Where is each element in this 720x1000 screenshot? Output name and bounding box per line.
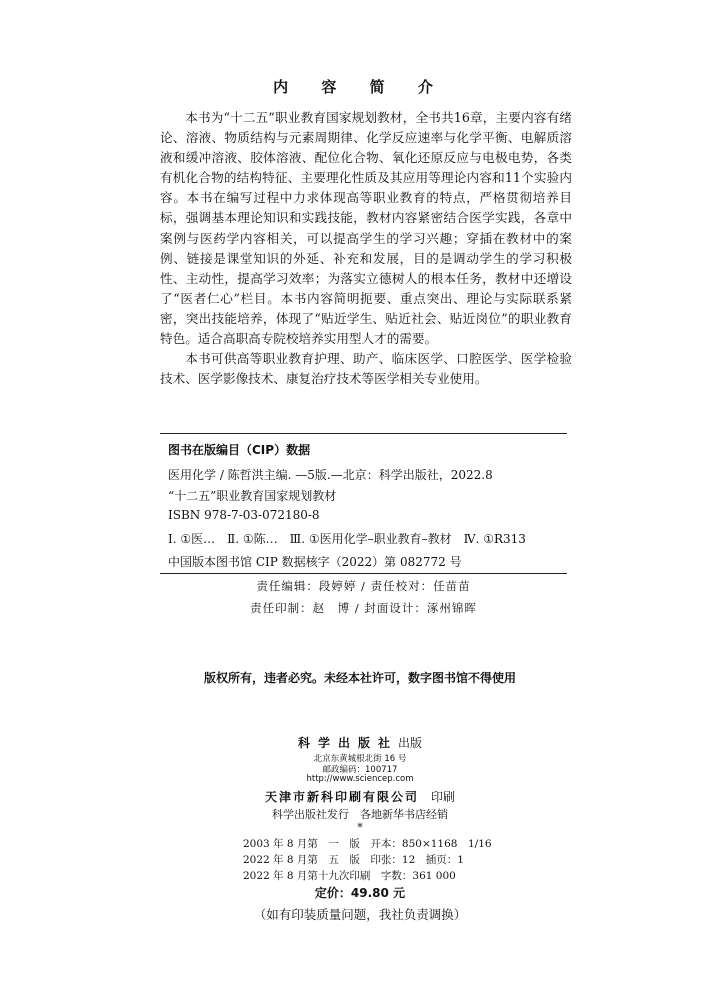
cip-bottom-rule <box>160 573 567 574</box>
publisher-line <box>0 734 720 751</box>
cip-line-2: “十二五”职业教育国家规划教材 <box>168 489 337 503</box>
copyright-notice: 版权所有，违者必究。未经本社许可，数字图书馆不得使用 <box>203 671 516 685</box>
cip-top-rule <box>160 433 567 434</box>
price: 定价：49.80 元 <box>314 886 406 900</box>
publisher-suffix: 出版 <box>398 736 423 750</box>
publisher-postcode: 邮政编码：100717 <box>322 765 398 775</box>
edition-line-1: 2003 年 8 月第 一 版 开本：850×1168 1/16 <box>243 838 492 850</box>
printer-suffix: 印刷 <box>431 790 456 804</box>
publisher-url: http://www.sciencep.com <box>306 774 414 784</box>
intro-paragraph-1: 本书为“十二五”职业教育国家规划教材，全书共16章，主要内容有绪论、溶液、物质结构与元素周期律、化学反应速率与化学平衡、电解质溶液和缓冲溶液、胶体溶液、配位化合物、氧化还原反应与电极电势，各类有机化合物的结构特征、主要理化性质及其应用等理论内容和11个实验内容。本书在编写过程中力求体现高等职业教育的特点，严格贯彻培养目标，强调基本理论知识和实践技能，教材内容紧密结合医学实践，各章中案例与医药学内容相关，可以提高学生的学习兴趣；穿插在教材中的案例、链接是课堂知识的外延、补充和发展，目的是调动学生的学习积极性、主动性，提高学习效率；为落实立德树人的根本任务，教材中还增设了“医者仁心”栏目。本书内容简明扼要、重点突出、理论与实际联系紧密，突出技能培养，体现了“贴近学生、贴近社会、贴近岗位”的职业教育特色。适合高职高专院校培养实用型人才的需要。 <box>160 110 572 347</box>
cip-line-verification: 中国版本图书馆 CIP 数据核字（2022）第 082772 号 <box>168 555 462 569</box>
cip-line-isbn: ISBN 978-7-03-072180-8 <box>168 508 320 522</box>
publisher-name: 科学出版社 <box>297 736 398 750</box>
edition-line-3: 2022 年 8 月第十九次印刷 字数：361 000 <box>243 870 456 882</box>
distribution-line: 科学出版社发行 各地新华书店经销 <box>272 808 448 821</box>
cip-heading: 图书在版编目（CIP）数据 <box>168 443 311 457</box>
intro-paragraph-2: 本书可供高等职业教育护理、助产、临床医学、口腔医学、医学检验技术、医学影像技术、康复治疗技术等医学相关专业使用。 <box>160 351 572 387</box>
printer-line <box>0 788 720 805</box>
credits-line-2: 责任印制：赵 博 / 封面设计：涿州锦晖 <box>250 601 477 615</box>
page-title: 内 容 简 介 <box>273 78 447 96</box>
publisher-address: 北京东黄城根北街 16 号 <box>313 754 407 764</box>
printer-name: 天津市新科印刷有限公司 <box>264 790 419 804</box>
intro-section <box>160 108 572 389</box>
quality-note: （如有印装质量问题，我社负责调换） <box>253 907 467 922</box>
edition-line-2: 2022 年 8 月第 五 版 印张：12 插页：1 <box>243 854 464 866</box>
cip-line-1: 医用化学 / 陈哲洪主编. —5版.—北京：科学出版社，2022.8 <box>168 468 493 482</box>
cip-line-classification: Ⅰ. ①医… Ⅱ. ①陈… Ⅲ. ①医用化学–职业教育–教材 Ⅳ. ①R313 <box>168 532 526 546</box>
separator-mark: * <box>357 821 363 834</box>
credits-line-1: 责任编辑：段婷婷 / 责任校对：任苗苗 <box>256 579 471 593</box>
